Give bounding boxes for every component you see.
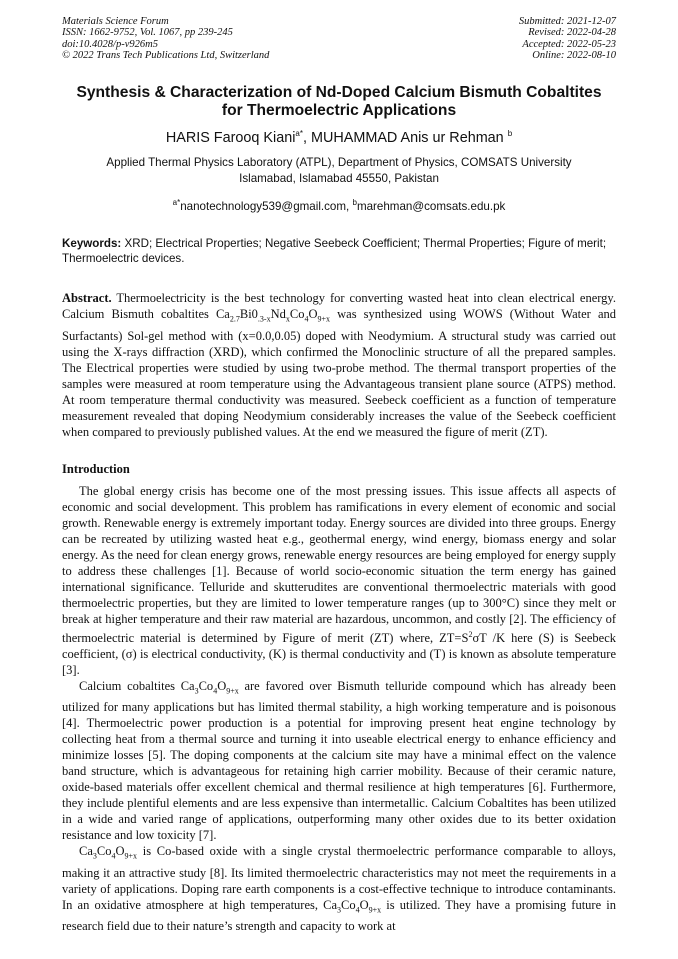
paragraph-text: Calcium cobaltites Ca (79, 678, 195, 693)
affiliation (62, 155, 616, 186)
journal-header (62, 16, 616, 61)
email-2-marker: b (352, 198, 357, 208)
formula-sub: 9+x (226, 686, 239, 696)
title-line-2: for Thermoelectric Applications (221, 102, 457, 120)
abstract-text: was synthesized using WOWS (Without Water and Surfactants) Sol-gel method with (x=0.0,0.05) doped with Neodymium. A structural study was carried out using the X-rays diffraction (XRD), which confirmed the Monoclinic structure of all the prepared samples. The Electrical properties were studied by using two-probe method. The thermal transport properties of the samples were measured at room temperature using the Advantageous transient plane source (ATPS) method. At room temperature thermal conductivity was measured. Seebeck coefficient as a function of temperature measurement revealed that doping Neodymium considerably increases the value of the Seebeck coefficient when compared to previously published values. At the end we measured the figure of merit (ZT). (62, 307, 616, 439)
formula-sub: 9+x (368, 905, 382, 915)
abstract-text: Thermoelectricity is the best technology for converting wasted heat into clean electrical energy. Calcium Bismuth cobaltites Ca (62, 291, 616, 322)
author-1-marker: a* (295, 129, 303, 139)
email-2-link[interactable]: marehman@comsats.edu.pk (356, 200, 506, 214)
formula-sub: 4 (111, 851, 116, 861)
abstract (62, 290, 616, 440)
journal-name: Materials Science Forum (62, 16, 169, 27)
formula-part: Co (341, 897, 356, 912)
date-submitted: Submitted: 2021-12-07 (518, 16, 616, 27)
date-revised: Revised: 2022-04-28 (528, 27, 616, 39)
formula-part: Ca (79, 844, 93, 859)
email-separator: , (346, 200, 353, 214)
journal-doi: doi:10.4028/p-v926m5 (62, 38, 158, 50)
journal-info (62, 16, 269, 61)
formula-sub: 4 (304, 314, 309, 324)
email-1-link[interactable]: nanotechnology539@gmail.com (180, 200, 347, 214)
paragraph-text: is Co-based oxide with a single crystal thermoelectric performance comparable to alloys, making it an attractive study [8]. Its limited thermoelectric characteristics may not meet the requirements in a variety of applications. Doping rare earth components is a cost-effective technique to introduce contaminants. In an oxidative atmosphere at high temperatures, Ca (62, 844, 616, 912)
formula-sub: 3 (92, 851, 97, 861)
paragraph-text: °C (501, 595, 516, 610)
section-heading-introduction: Introduction (62, 461, 130, 476)
formula-sub: x (285, 314, 290, 324)
keywords-text: XRD; Electrical Properties; Negative Seebeck Coefficient; Thermal Properties; Figure of merit; Thermoelectric devices. (62, 237, 607, 266)
date-online: Online: 2022-08-10 (532, 49, 616, 61)
email-1-marker: a* (172, 198, 181, 208)
author-2-marker: b (507, 129, 513, 139)
author-emails (62, 195, 616, 214)
formula-part: Co (198, 678, 214, 693)
author-separator: , (302, 129, 311, 146)
affiliation-line-2: Islamabad, Islamabad 45550, Pakistan (239, 171, 439, 185)
author-list (62, 125, 616, 147)
formula-sub: 3 (337, 905, 342, 915)
formula-part: O (217, 678, 227, 693)
intro-paragraph-3 (62, 843, 616, 934)
intro-paragraph-1 (62, 483, 616, 678)
formula-sup: 2 (468, 629, 473, 639)
paper-title (62, 84, 616, 120)
author-1: HARIS Farooq Kiani (165, 129, 296, 146)
paragraph-text: are favored over Bismuth telluride compound which has already been utilized for many applications but has limited thermal stability, a high working temperature and is poisonous [4]. Thermoelectric power production is a potential for improving present heat engine technology by collecting heat from a thermal source and turning it into useable electrical energy to enhance efficiency and minimize losses [5]. The doping components at the calcium site may have a minimal effect on the valence band structure, which is advantageous for retaining high carrier mobility. Because of their ceramic nature, oxide-based materials offer excellent chemical and thermal resilience at high temperatures [6]. Furthermore, they include plentiful elements and are less expensive than intermetallic. Calcium Cobaltites has been utilized in a wide and varied range of applications, outperforming many other oxides due to its better oxidation resistance and low toxicity [7]. (62, 678, 616, 843)
formula-sub: 9+x (124, 851, 138, 861)
keywords-label: Keywords: (62, 237, 122, 251)
formula-sub: 4 (213, 686, 218, 696)
abstract-label: Abstract. (62, 291, 112, 306)
formula-sub: 4 (355, 905, 360, 915)
keywords (62, 236, 616, 266)
title-line-1: Synthesis & Characterization of Nd-Doped Calcium Bismuth Cobaltites (76, 84, 602, 102)
submission-dates (519, 16, 616, 61)
intro-paragraph-2 (62, 678, 616, 844)
formula-part: Co (289, 307, 305, 322)
formula-sub: 3 (194, 686, 199, 696)
formula-part: Co (96, 844, 112, 859)
formula-part: O (115, 844, 125, 859)
journal-copyright: © 2022 Trans Tech Publications Ltd, Switzerland (62, 49, 270, 61)
formula-part: Nd (270, 307, 286, 322)
journal-issn: ISSN: 1662-9752, Vol. 1067, pp 239-245 (62, 27, 233, 39)
formula-sub: 2.7 (229, 314, 240, 324)
formula-sub: 9+x (317, 314, 331, 324)
formula-part: O (308, 307, 318, 322)
formula-part: O (359, 897, 369, 912)
paragraph-text: is utilized. They have a promising future in research field due to their nature’s strength and capacity to work at (62, 897, 616, 934)
paragraph-text: The global energy crisis has become one of the most pressing issues. This issue affects all aspects of economic and social development. This problem has ramifications in every element of economic and social growth. Renewable energy is extremely important today. Energy sources are divided into three groups. Energy can be recreated by utilizing wasted heat e.g., geothermal energy, wind energy, biomass energy and solar energy. As the need for clean energy grows, renewable energy resources are being employed for energy supply to address these challenges [1]. Because of world socio-economic situation the term energy has gained international significance. Telluride and skutterudites are conventional thermoelectric materials with good thermoelectric properties, but they are limited to lower temperature ranges (up to 300 (62, 483, 616, 610)
formula-sub: .3-x (257, 314, 271, 324)
author-2: MUHAMMAD Anis ur Rehman (310, 129, 504, 146)
date-accepted: Accepted: 2022-05-23 (522, 38, 616, 50)
paragraph-text: ) since they melt or break at higher temperature and their raw material are hazardous, uncommon, and costly [2]. The efficiency of thermoelectric material is determined by Figure of merit (ZT) where, ZT=S (62, 595, 616, 645)
paragraph-text: σT /K here (S) is Seebeck coefficient, (σ) is electrical conductivity, (K) is thermal conductivity and (T) is known as absolute temperature [3]. (62, 630, 616, 677)
formula-part: Bi0 (239, 307, 258, 322)
affiliation-line-1: Applied Thermal Physics Laboratory (ATPL), Department of Physics, COMSATS University (106, 155, 572, 169)
